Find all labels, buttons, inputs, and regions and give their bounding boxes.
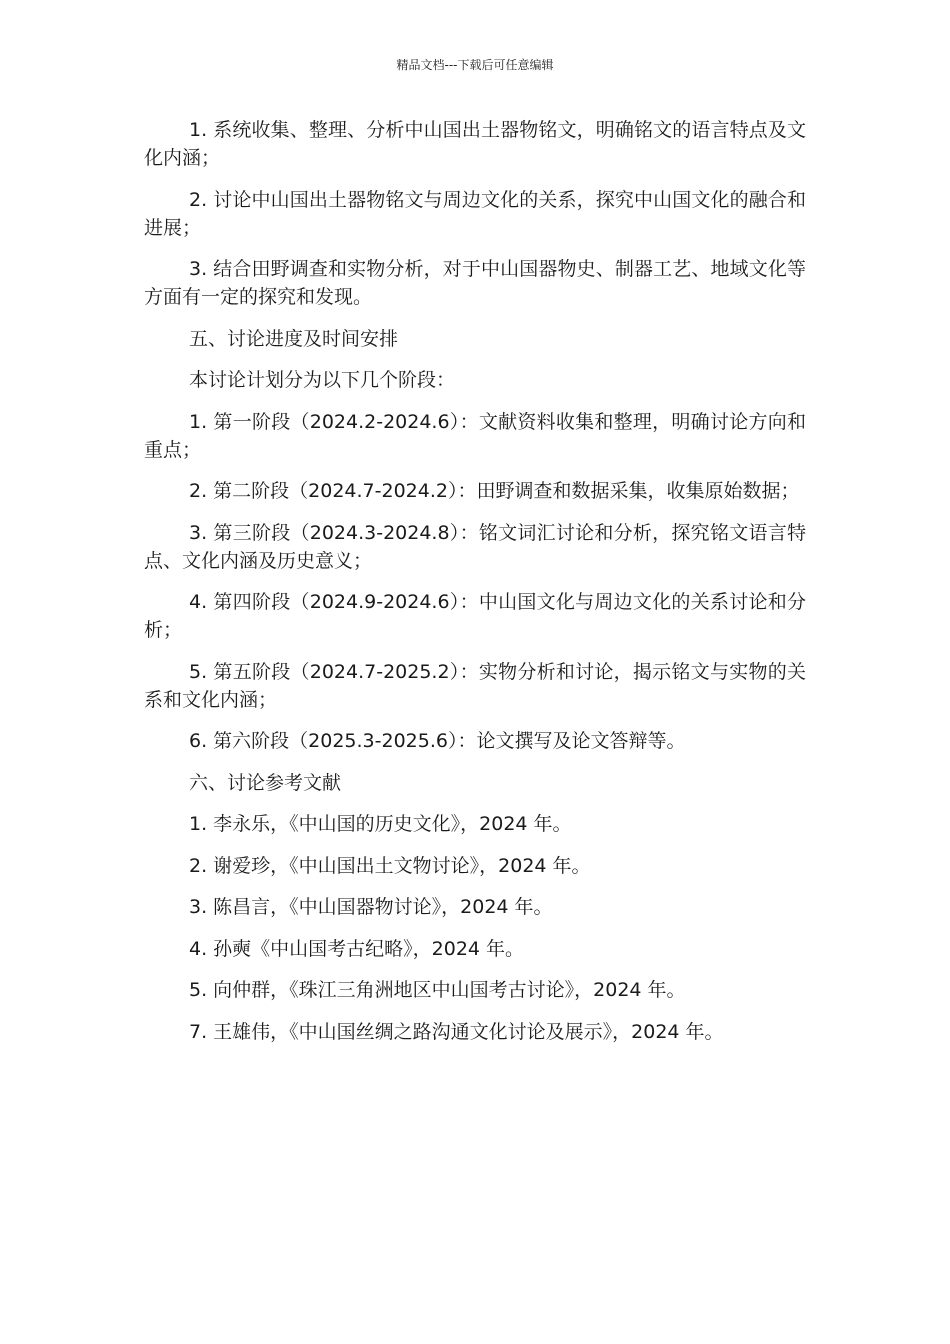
reference-item: 1. 李永乐，《中山国的历史文化》，2024 年。 bbox=[189, 813, 572, 835]
objective-3: 3. 结合田野调查和实物分析，对于中山国器物史、制器工艺、地域文化等方面有一定的探究和发现。 bbox=[144, 258, 806, 308]
schedule-stage-1: 1. 第一阶段（2024.2-2024.6）：文献资料收集和整理，明确讨论方向和重点； bbox=[144, 410, 806, 461]
reference-item: 3. 陈昌言，《中山国器物讨论》，2024 年。 bbox=[189, 896, 553, 918]
schedule-stage-6: 6. 第六阶段（2025.3-2025.6）：论文撰写及论文答辩等。 bbox=[189, 730, 686, 752]
schedule-stage-2: 2. 第二阶段（2024.7-2024.2）：田野调查和数据采集，收集原始数据； bbox=[189, 480, 800, 502]
schedule-stage-4: 4. 第四阶段（2024.9-2024.6）：中山国文化与周边文化的关系讨论和分析； bbox=[144, 591, 806, 641]
objective-2: 2. 讨论中山国出土器物铭文与周边文化的关系，探究中山国文化的融合和进展； bbox=[144, 188, 806, 239]
section-heading-schedule: 五、讨论进度及时间安排 bbox=[189, 327, 399, 350]
reference-item: 4. 孙奭《中山国考古纪略》，2024 年。 bbox=[189, 937, 525, 960]
schedule-stage-3: 3. 第三阶段（2024.3-2024.8）：铭文词汇讨论和分析，探究铭文语言特点、文化内涵及历史意义； bbox=[144, 521, 806, 572]
page-header: 精品文档---下载后可任意编辑 bbox=[396, 58, 554, 72]
reference-item: 5. 向仲群，《珠江三角洲地区中山国考古讨论》，2024 年。 bbox=[189, 979, 686, 1001]
objective-1: 1. 系统收集、整理、分析中山国出土器物铭文，明确铭文的语言特点及文化内涵； bbox=[144, 119, 806, 169]
schedule-stage-5: 5. 第五阶段（2024.7-2025.2）：实物分析和讨论，揭示铭文与实物的关系和文化内涵； bbox=[144, 660, 806, 711]
schedule-intro: 本讨论计划分为以下几个阶段： bbox=[189, 369, 456, 391]
section-heading-references: 六、讨论参考文献 bbox=[189, 771, 342, 794]
document-body bbox=[144, 116, 806, 1059]
reference-item: 2. 谢爱珍，《中山国出土文物讨论》，2024 年。 bbox=[189, 854, 591, 877]
reference-item: 7. 王雄伟，《中山国丝绸之路沟通文化讨论及展示》，2024 年。 bbox=[189, 1020, 724, 1043]
